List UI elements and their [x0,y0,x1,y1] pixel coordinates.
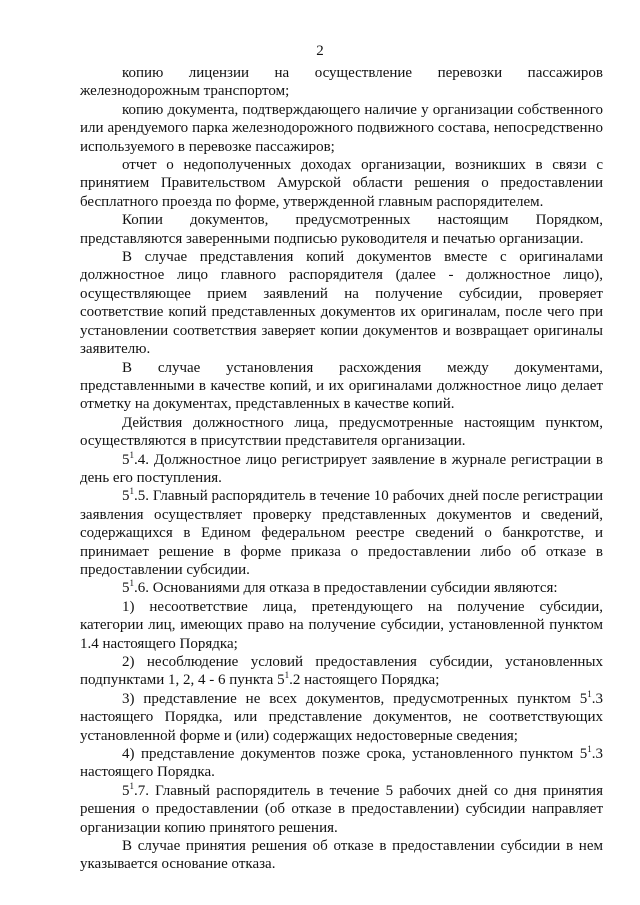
clause-superscript: 1 [587,744,592,755]
clause-number: 5 [122,451,130,468]
clause-number: 5 [122,488,130,505]
paragraph-official-actions: Действия должностного лица, предусмотренные настоящим пунктом, осуществляются в присутствии представителя организации. [80,414,603,450]
paragraph-5-1-4 [80,451,603,488]
paragraph-rolling-stock-copy: копию документа, подтверждающего наличие у организации собственного или арендуемого парка железнодорожного подвижного состава, непосредственно используемого в перевозке пассажиров; [80,101,603,155]
clause-superscript: 1 [129,486,134,497]
paragraph-5-1-7 [80,782,603,837]
clause-text-end: .3 настоящего Порядка. [80,746,603,781]
clause-text: .6. Основаниями для отказа в предоставлении субсидии являются: [134,580,558,597]
clause-text: .4. Должностное лицо регистрирует заявление в журнале регистрации в день его поступления. [80,451,603,486]
paragraph-refusal-ground-3 [80,690,603,745]
paragraph-discrepancy: В случае установления расхождения между документами, представленными в качестве копий, и их оригиналами должностное лицо делает отметку на документах, представленных в качестве копий. [80,359,603,413]
paragraph-copies-with-originals: В случае представления копий документов вместе с оригиналами должностное лицо главного распорядителя (далее - должностное лицо), осуществляющее прием заявлений на получение субсидии, проверяет соответствие копий представленных документов их оригиналам, после чего при установлении соответствия заверяет копии документов и возвращает оригиналы заявителю. [80,249,603,358]
clause-text-end: .2 настоящего Порядка; [289,672,440,689]
paragraph-refusal-ground-2 [80,653,603,690]
clause-number: 5 [122,782,130,799]
paragraph-copies-certified: Копии документов, предусмотренных настоящим Порядком, представляются заверенными подписью руководителя и печатью организации. [80,212,603,247]
paragraph-lost-income-report: отчет о недополученных доходах организации, возникших в связи с принятием Правительством Амурской области решения о предоставлении бесплатного проезда по форме, утвержденной главным распорядителем. [80,157,603,210]
clause-text: .5. Главный распорядитель в течение 10 рабочих дней после регистрации заявления осуществляет проверку представленных документов и сведений, содержащихся в Едином федеральном реестре сведений о банкротстве, и принимает решение в форме приказа о предоставлении либо об отказе в предоставлении субсидии. [80,488,603,578]
clause-text: .7. Главный распорядитель в течение 5 рабочих дней со дня принятия решения о предоставлении (об отказе в предоставлении) субсидии направляет организации копию принятого решения. [80,782,603,836]
paragraph-5-1-5 [80,487,603,579]
paragraph-5-1-6 [80,579,603,597]
paragraph-refusal-ground-1: 1) несоответствие лица, претендующего на получение субсидии, категории лиц, имеющих право на получение субсидии, установленной пунктом 1.4 настоящего Порядка; [80,598,603,652]
paragraph-refusal-reason: В случае принятия решения об отказе в предоставлении субсидии в нем указывается основание отказа. [80,838,603,873]
paragraph-license-copy: копию лицензии на осуществление перевозки пассажиров железнодорожным транспортом; [80,65,603,100]
clause-superscript: 1 [129,449,134,460]
clause-superscript: 1 [284,670,290,681]
clause-text-start: 4) представление документов позже срока, установленного пунктом 5 [122,746,588,763]
clause-number: 5 [122,580,130,597]
clause-superscript: 1 [129,780,134,791]
clause-text-end: .3 настоящего Порядка, или представление документов, не соответствующих установленной форме и (или) содержащих недостоверные сведения; [80,690,603,744]
clause-superscript: 1 [587,688,592,699]
clause-text-start: 3) представление не всех документов, предусмотренных пунктом 5 [122,690,588,707]
document-body [80,64,603,874]
paragraph-refusal-ground-4 [80,745,603,782]
clause-superscript: 1 [129,578,134,589]
clause-text-start: 2) несоблюдение условий предоставления субсидии, установленных подпунктами 1, 2, 4 - 6 пункта 5 [80,654,603,689]
page-number: 2 [316,43,324,59]
